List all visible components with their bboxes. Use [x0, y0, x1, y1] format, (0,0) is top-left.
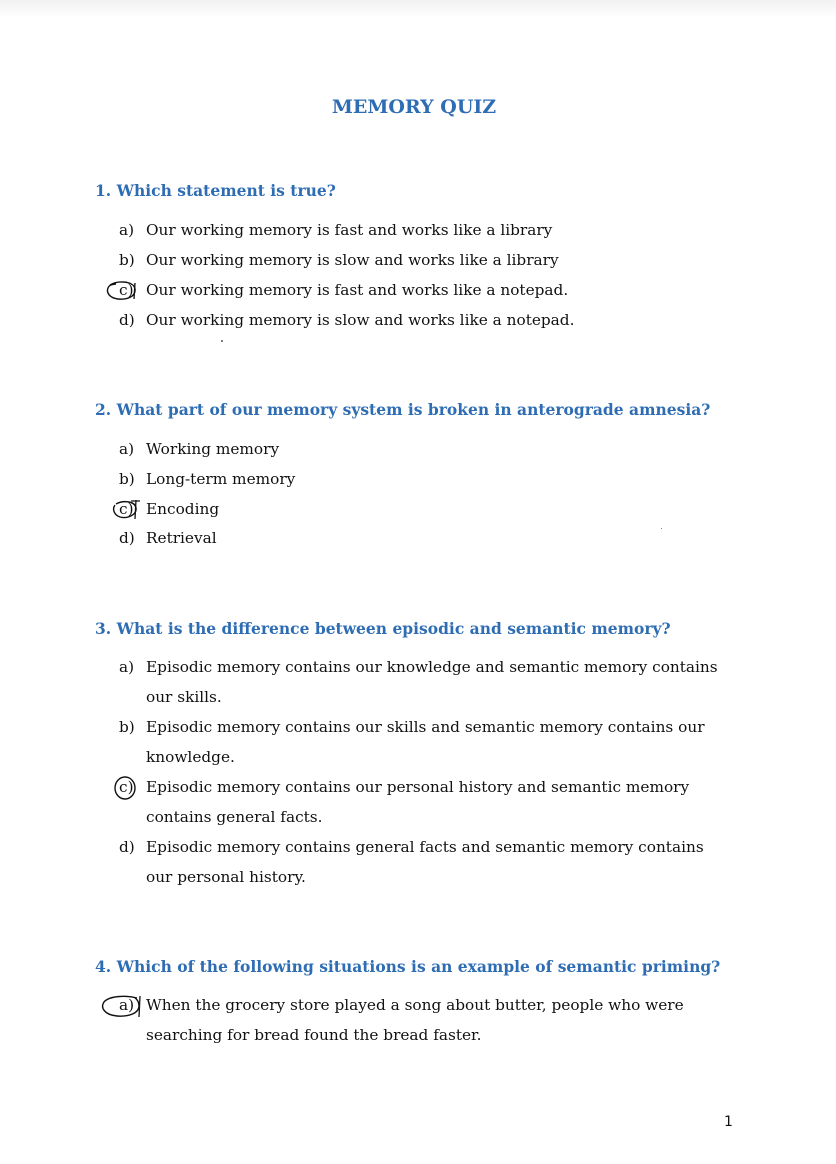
question-3-option-a	[119, 652, 719, 712]
option-letter: c)	[119, 778, 134, 796]
option-letter: c)	[119, 500, 134, 518]
question-1-option-c	[119, 275, 719, 305]
option-text: Working memory	[146, 440, 280, 458]
question-2-option-d	[119, 523, 719, 553]
option-letter: d)	[119, 311, 135, 329]
question-1-option-d	[119, 305, 719, 335]
option-text: Episodic memory contains our knowledge and semantic memory contains our skills.	[146, 658, 718, 706]
question-1-heading: 1. Which statement is true?	[95, 181, 336, 200]
question-2-heading: 2. What part of our memory system is broken in anterograde amnesia?	[95, 400, 711, 419]
question-2-option-a	[119, 434, 719, 464]
option-letter: c)	[119, 281, 134, 299]
option-text: Episodic memory contains our personal history and semantic memory contains general facts.	[146, 778, 690, 826]
question-3-option-b	[119, 712, 719, 772]
question-1-option-b	[119, 245, 719, 275]
question-3-option-c	[119, 772, 719, 832]
page-number: 1	[724, 1114, 733, 1130]
quiz-title: MEMORY QUIZ	[331, 96, 497, 118]
option-text: Long-term memory	[146, 470, 296, 488]
page-top-shadow	[0, 0, 836, 18]
option-letter: a)	[119, 440, 135, 458]
option-letter: d)	[119, 529, 135, 547]
question-3-heading: 3. What is the difference between episodic and semantic memory?	[95, 619, 671, 638]
question-2-option-c	[119, 494, 719, 524]
option-text: Encoding	[146, 500, 220, 518]
option-letter: a)	[119, 996, 135, 1014]
option-text: When the grocery store played a song about butter, people who were searching for bread found the bread faster.	[146, 996, 684, 1044]
option-letter: a)	[119, 658, 135, 676]
question-3-option-d	[119, 832, 719, 892]
ink-speck	[221, 340, 223, 342]
option-letter: b)	[119, 470, 135, 488]
question-4-heading: 4. Which of the following situations is an example of semantic priming?	[95, 957, 721, 976]
option-text: Retrieval	[146, 529, 217, 547]
option-letter: b)	[119, 718, 135, 736]
option-letter: a)	[119, 221, 135, 239]
option-text: Our working memory is fast and works like a notepad.	[146, 281, 569, 299]
option-text: Our working memory is slow and works like a library	[146, 251, 559, 269]
option-text: Episodic memory contains our skills and semantic memory contains our knowledge.	[146, 718, 705, 766]
option-letter: d)	[119, 838, 135, 856]
question-2-option-b	[119, 464, 719, 494]
question-4-option-a	[119, 990, 719, 1050]
question-1-option-a	[119, 215, 719, 245]
option-text: Our working memory is slow and works like a notepad.	[146, 311, 575, 329]
option-text: Episodic memory contains general facts and semantic memory contains our personal history.	[146, 838, 704, 886]
ink-speck	[661, 528, 662, 529]
option-text: Our working memory is fast and works like a library	[146, 221, 553, 239]
option-letter: b)	[119, 251, 135, 269]
